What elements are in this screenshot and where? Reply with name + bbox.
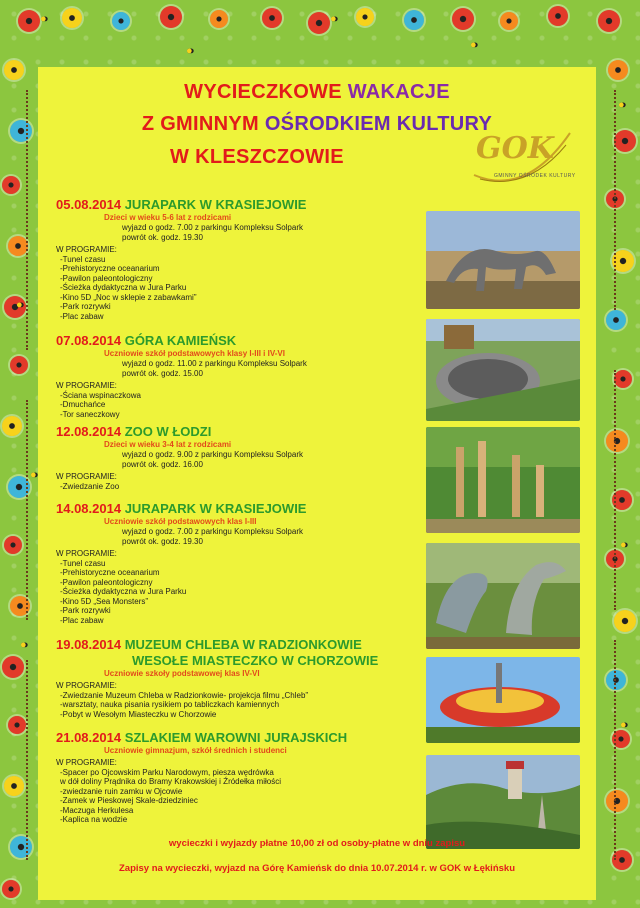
flower-icon [308, 12, 330, 34]
flower-icon [614, 610, 636, 632]
title-line-2: Z GMINNYM OŚRODKIEM KULTURY [141, 113, 493, 135]
trip-date: 14.08.2014 [56, 501, 122, 516]
trip-heading [56, 637, 416, 653]
trip-heading [56, 333, 416, 349]
poster-panel [38, 67, 596, 900]
flower-icon [606, 430, 628, 452]
flower-icon [10, 836, 32, 858]
trip-return: powrót ok. godz. 19.30 [122, 233, 203, 242]
trip-place: SZLAKIEM WAROWNI JURAJSKICH [124, 730, 348, 745]
program-item: -Park rozrywki [60, 302, 111, 311]
program-item: -Pawilon paleontologiczny [60, 273, 153, 283]
trip-departure: wyjazd o godz. 7.00 z parkingu Kompleksu Solpark [122, 527, 303, 536]
title-line-1: WYCIECZKOWE WAKACJE [184, 81, 450, 103]
flower-icon [606, 670, 626, 690]
flower-icon [608, 60, 628, 80]
program-item: -Ścieżka dydaktyczna w Jura Parku [60, 283, 187, 292]
program-item: -Ścieżka dydaktyczna w Jura Parku [60, 587, 187, 596]
program-item: -warsztaty, nauka pisania rysikiem po tabliczkach kamiennych [60, 700, 280, 709]
program-item: -Plac zabaw [60, 311, 104, 321]
program-item: -Maczuga Herkulesa [60, 805, 134, 815]
flower-icon [10, 120, 32, 142]
trip-date: 12.08.2014 [56, 424, 122, 439]
dotted-trail [614, 640, 616, 860]
program-item: -Zwiedzanie Muzeum Chleba w Radzionkowie- projekcja filmu „Chleb” [60, 690, 309, 700]
flower-icon [2, 880, 20, 898]
flower-icon [614, 130, 636, 152]
dinosaurs-photo [426, 543, 580, 649]
program-item: -Plac zabaw [60, 615, 104, 625]
trip-departure: wyjazd o godz. 11.00 z parkingu Kompleksu Solpark [122, 359, 307, 368]
flower-icon [614, 370, 632, 388]
flower-icon [606, 310, 626, 330]
bee-icon: ● [186, 45, 193, 57]
dotted-trail [26, 660, 28, 860]
flower-icon [62, 8, 82, 28]
trip-departure: wyjazd o godz. 7.00 z parkingu Kompleksu Solpark [122, 223, 303, 232]
dotted-trail [614, 370, 616, 610]
trip-place: ZOO W ŁODZI [124, 424, 212, 439]
bee-icon: ● [620, 719, 627, 731]
dotted-trail [26, 90, 28, 350]
trip-place: MUZEUM CHLEBA W RADZIONKOWIE [124, 637, 362, 652]
flower-icon [210, 10, 228, 28]
flower-icon [4, 536, 22, 554]
flower-icon [112, 12, 130, 30]
trip-heading [56, 501, 416, 517]
trip-date: 05.08.2014 [56, 197, 122, 212]
flower-icon [4, 776, 24, 796]
trip-heading [56, 424, 416, 440]
program-label: W PROGRAMIE: [56, 549, 117, 558]
flower-icon [2, 176, 20, 194]
trip-place: GÓRA KAMIEŃSK [124, 333, 237, 348]
flower-icon [500, 12, 518, 30]
program-label: W PROGRAMIE: [56, 758, 117, 767]
trip-audience: Uczniowie szkół podstawowych klas I-III [104, 517, 257, 526]
program-item: -Ściana wspinaczkowa [60, 390, 141, 400]
dotted-trail [614, 90, 616, 310]
program-label: W PROGRAMIE: [56, 245, 117, 254]
program-item: -Zamek w Pieskowej Skale-dziedziniec [60, 796, 198, 805]
bee-icon: ● [620, 539, 627, 551]
dotted-trail [26, 400, 28, 620]
trip-return: powrót ok. godz. 15.00 [122, 369, 203, 378]
program-label: W PROGRAMIE: [56, 681, 117, 690]
flower-icon [548, 6, 568, 26]
trip-place: JURAPARK W KRASIEJOWIE [124, 197, 307, 212]
mountain-park-photo [426, 319, 580, 421]
program-item: -Zwiedzanie Zoo [60, 481, 120, 491]
program-item: -Pawilon paleontologiczny [60, 577, 153, 587]
gok-logo: GOK GMINNY OŚRODEK KULTURY [466, 127, 576, 193]
trip-date: 19.08.2014 [56, 637, 122, 652]
title-line-3: W KLESZCZOWIE [170, 146, 344, 168]
trip-entry [56, 197, 416, 321]
flower-icon [4, 60, 24, 80]
flower-icon [452, 8, 474, 30]
flower-icon [2, 416, 22, 436]
program-label: W PROGRAMIE: [56, 381, 117, 390]
bee-icon: ● [470, 39, 477, 51]
program-item: -Kaplica na wodzie [60, 815, 128, 824]
flower-icon [18, 10, 40, 32]
trip-heading [56, 197, 416, 213]
flower-icon [404, 10, 424, 30]
footer-registration: Zapisy na wycieczki, wyjazd na Górę Kamieńsk do dnia 10.07.2014 r. w GOK w Łękińsku [119, 863, 515, 874]
program-item: -Tunel czasu [60, 558, 106, 568]
trip-entry [56, 424, 416, 491]
trip-audience: Uczniowie szkoły podstawowej klas IV-VI [104, 669, 260, 678]
trip-audience: Uczniowie szkół podstawowych klasy I-III i IV-VI [104, 349, 285, 358]
trip-entry [56, 637, 416, 719]
flower-icon [10, 356, 28, 374]
flower-icon [356, 8, 374, 26]
program-item: -Kino 5D „Sea Monsters” [60, 596, 149, 606]
program-item: -Spacer po Ojcowskim Parku Narodowym, piesza wędrówka [60, 767, 274, 777]
program-item: w dół doliny Prądnika do Bramy Krakowskiej i Źródełka miłości [60, 777, 281, 786]
flower-icon [2, 656, 24, 678]
program-item: -zwiedzanie ruin zamku w Ojcowie [60, 786, 183, 796]
flower-icon [8, 236, 28, 256]
flower-icon [262, 8, 282, 28]
trip-audience: Dzieci w wieku 5-6 lat z rodzicami [104, 213, 232, 222]
trip-date: 07.08.2014 [56, 333, 122, 348]
flower-icon [606, 790, 628, 812]
program-item: -Tor saneczkowy [60, 409, 120, 419]
trip-return: powrót ok. godz. 19.30 [122, 537, 203, 546]
trip-entry [56, 501, 416, 625]
program-item: -Dmuchańce [60, 400, 106, 409]
program-item: -Pobyt w Wesołym Miasteczku w Chorzowie [60, 709, 217, 719]
castle-photo [426, 755, 580, 849]
bee-icon: ● [40, 13, 47, 25]
program-item: -Park rozrywki [60, 606, 111, 615]
program-item: -Kino 5D „Noc w sklepie z zabawkami” [60, 292, 197, 302]
program-item: -Prehistoryczne oceanarium [60, 568, 160, 577]
bee-icon: ● [16, 299, 23, 311]
trip-place-2: WESOŁE MIASTECZKO W CHORZOWIE [132, 653, 379, 668]
bee-icon: ● [330, 13, 337, 25]
trip-heading-2 [132, 653, 416, 669]
trip-entry [56, 333, 416, 419]
trip-heading [56, 730, 416, 746]
bee-icon: ● [618, 99, 625, 111]
trip-departure: wyjazd o godz. 9.00 z parkingu Kompleksu Solpark [122, 450, 303, 459]
program-item: -Tunel czasu [60, 254, 106, 264]
trip-place: JURAPARK W KRASIEJOWIE [124, 501, 307, 516]
dinosaur-photo [426, 211, 580, 309]
bee-icon: ● [20, 639, 27, 651]
footer-price: wycieczki i wyjazdy płatne 10,00 zł od osoby-płatne w dniu zapisu [168, 838, 466, 849]
trip-audience: Uczniowie gimnazjum, szkół średnich i studenci [104, 746, 287, 755]
carousel-photo [426, 657, 580, 743]
bee-icon: ● [30, 469, 37, 481]
trip-date: 21.08.2014 [56, 730, 122, 745]
program-item: -Prehistoryczne oceanarium [60, 264, 160, 273]
trip-return: powrót ok. godz. 16.00 [122, 460, 203, 469]
flower-icon [8, 716, 26, 734]
trip-entry [56, 730, 416, 825]
program-label: W PROGRAMIE: [56, 472, 117, 481]
giraffes-photo [426, 427, 580, 533]
trip-audience: Dzieci w wieku 3-4 lat z rodzicami [104, 440, 232, 449]
flower-icon [160, 6, 182, 28]
flower-icon [598, 10, 620, 32]
